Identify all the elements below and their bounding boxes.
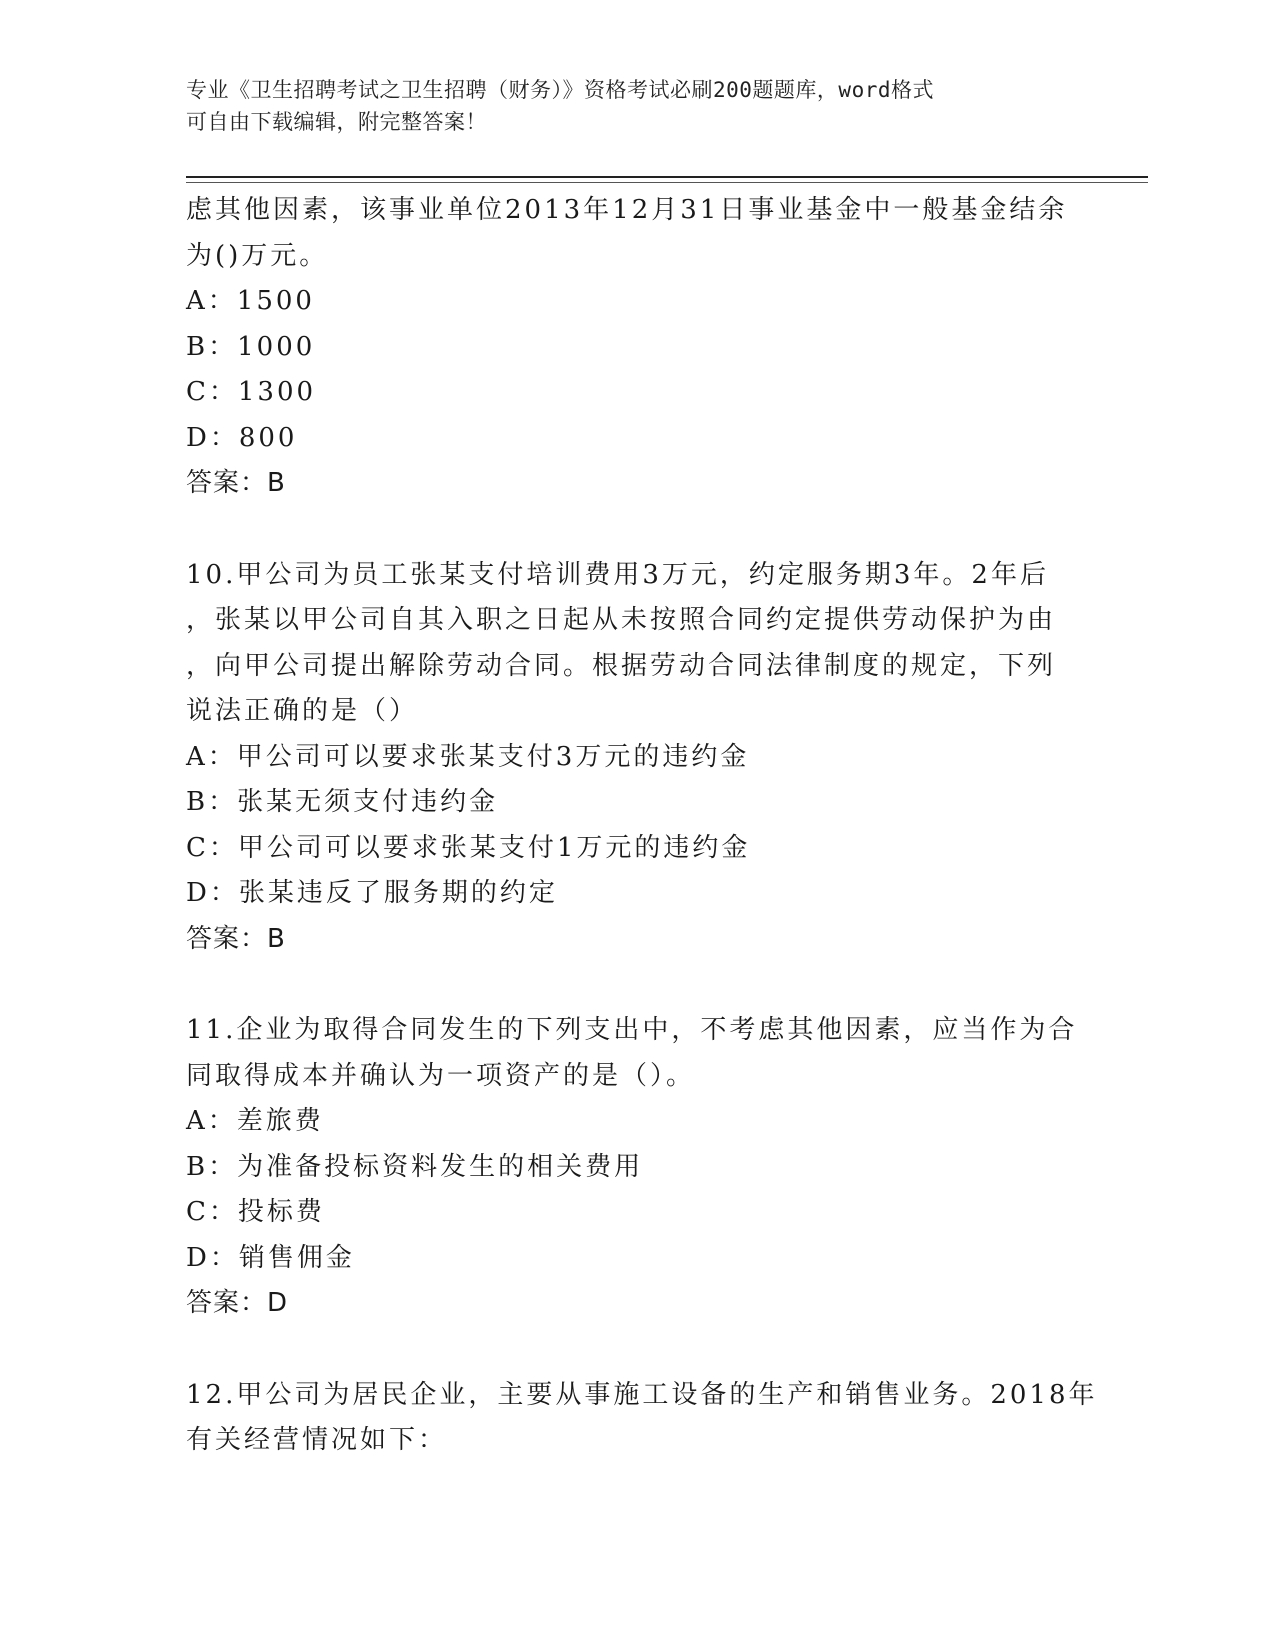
header-divider [186, 176, 1148, 178]
question-11 [186, 1008, 1086, 1327]
header-title-line-1: 专业《卫生招聘考试之卫生招聘（财务）》资格考试必刷200题题库，word格式 [186, 78, 934, 102]
option-d: D：销售佣金 [186, 1242, 355, 1273]
option-c: C：投标费 [186, 1197, 325, 1227]
option-d: D：张某违反了服务期的约定 [186, 878, 558, 908]
question-stem-line: ，张某以甲公司自其入职之日起从未按照合同约定提供劳动保护为由 [186, 605, 1057, 635]
question-stem-line: 同取得成本并确认为一项资产的是（）。 [186, 1060, 696, 1091]
question-stem-line: 虑其他因素，该事业单位2013年12月31日事业基金中一般基金结余 [186, 195, 1068, 225]
question-9 [186, 188, 1086, 507]
option-c: C：甲公司可以要求张某支付1万元的违约金 [186, 832, 751, 863]
option-c: C：1300 [186, 377, 317, 407]
option-b: B：为准备投标资料发生的相关费用 [186, 1151, 644, 1182]
header-title-line-2: 可自由下载编辑，附完整答案！ [186, 110, 487, 134]
question-stem-line: 12.甲公司为居民企业，主要从事施工设备的生产和销售业务。2018年 [186, 1379, 1098, 1410]
option-b: B：1000 [186, 331, 316, 362]
question-stem-line: 为()万元。 [186, 240, 329, 271]
question-stem-line: 11.企业为取得合同发生的下列支出中，不考虑其他因素，应当作为合 [186, 1015, 1078, 1045]
document-header [186, 74, 1066, 138]
question-list [186, 188, 1098, 1464]
question-stem-line: 10.甲公司为员工张某支付培训费用3万元，约定服务期3年。2年后 [186, 559, 1049, 590]
spacer [186, 962, 1086, 1008]
question-12 [186, 1373, 1098, 1464]
header-divider-thin [186, 182, 1148, 183]
spacer [186, 1327, 1086, 1373]
option-d: D：800 [186, 422, 298, 453]
spacer [186, 507, 1086, 553]
question-10 [186, 553, 1086, 963]
question-stem-line: ，向甲公司提出解除劳动合同。根据劳动合同法律制度的规定，下列 [186, 650, 1057, 681]
answer-label: 答案：B [186, 468, 286, 498]
option-a: A：甲公司可以要求张某支付3万元的违约金 [186, 741, 750, 772]
option-a: A：1500 [186, 286, 315, 316]
question-stem-line: 说法正确的是（） [186, 696, 419, 726]
option-a: A：差旅费 [186, 1106, 324, 1136]
option-b: B：张某无须支付违约金 [186, 787, 499, 817]
answer-label: 答案：D [186, 1288, 289, 1318]
question-stem-line: 有关经营情况如下： [186, 1425, 448, 1455]
answer-label: 答案：B [186, 923, 286, 954]
